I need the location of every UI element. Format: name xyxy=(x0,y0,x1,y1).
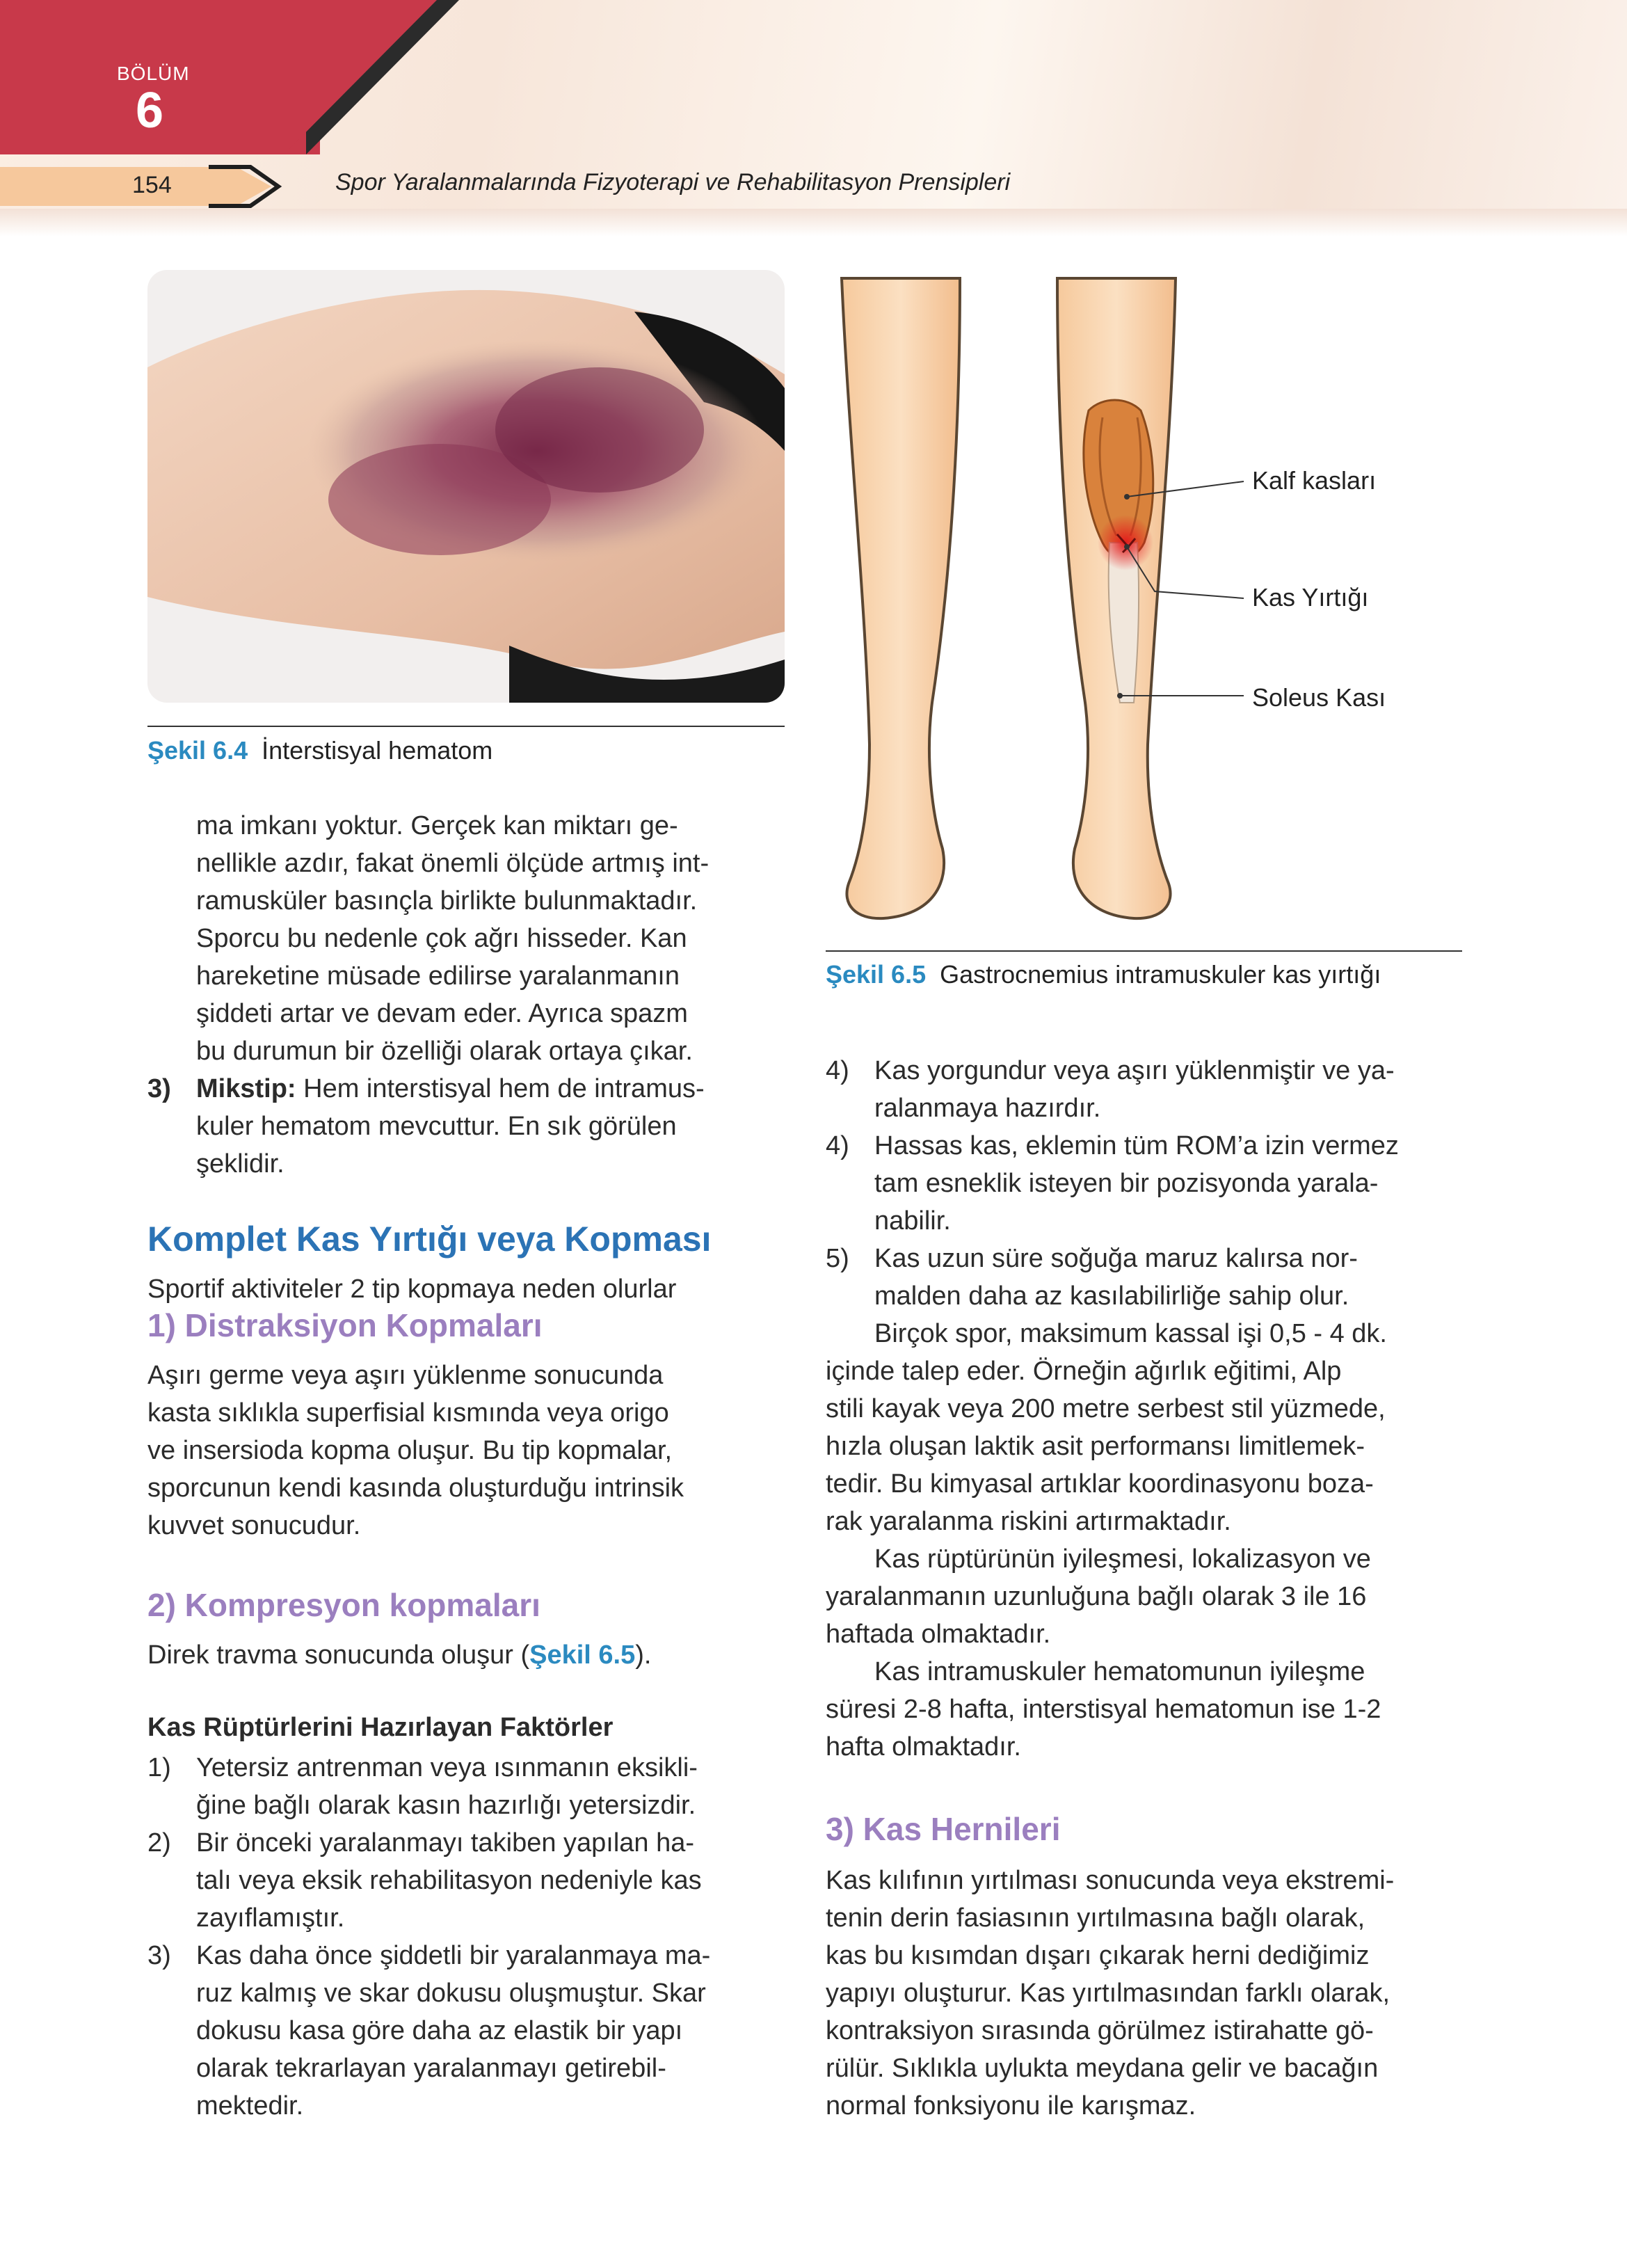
figure-title: İnterstisyal hematom xyxy=(262,736,493,765)
figure-6-5-rule xyxy=(826,950,1462,952)
chapter-label: BÖLÜM xyxy=(117,63,190,84)
label-muscle-tear: Kas Yırtığı xyxy=(1252,583,1369,612)
text-line: zayıflamıştır. xyxy=(196,1903,345,1933)
figure-6-4-caption xyxy=(147,736,492,765)
list-marker: 2) xyxy=(147,1828,171,1858)
text-line: Birçok spor, maksimum kassal işi 0,5 - 4 dk. xyxy=(874,1319,1387,1348)
text-line: hızla oluşan laktik asit performansı limitlemek- xyxy=(826,1432,1365,1461)
list-marker: 4) xyxy=(826,1131,849,1160)
text-line: ramusküler basınçla birlikte bulunmaktadır. xyxy=(196,886,698,916)
text-line: Kas intramuskuler hematomunun iyileşme xyxy=(874,1657,1365,1686)
text-line: Kas rüptürünün iyileşmesi, lokalizasyon ve xyxy=(874,1544,1371,1574)
text-line: stili kayak veya 200 metre serbest stil yüzmede, xyxy=(826,1394,1386,1423)
text-line: kuvvet sonucudur. xyxy=(147,1511,361,1540)
text-line: talı veya eksik rehabilitasyon nedeniyle kas xyxy=(196,1866,702,1895)
text-line: ruz kalmış ve skar dokusu oluşmuştur. Skar xyxy=(196,1979,706,2008)
text-line: rak yaralanma riskini artırmaktadır. xyxy=(826,1507,1231,1536)
text-line: ğine bağlı olarak kasın hazırlığı yetersizdir. xyxy=(196,1791,696,1820)
header-shadow xyxy=(0,209,1627,237)
factors-heading: Kas Rüptürlerini Hazırlayan Faktörler xyxy=(147,1713,614,1742)
page-tab-arrow-outline xyxy=(209,164,285,209)
figure-reference-link[interactable]: Şekil 6.5 xyxy=(529,1640,636,1670)
text-line: malden daha az kasılabilirliğe sahip olur. xyxy=(874,1281,1349,1311)
text-line: Yetersiz antrenman veya ısınmanın eksikli- xyxy=(196,1753,698,1782)
section-heading: Komplet Kas Yırtığı veya Kopması xyxy=(147,1220,712,1259)
text-line: dokusu kasa göre daha az elastik bir yapı xyxy=(196,2016,683,2045)
label-calf-muscles: Kalf kasları xyxy=(1252,466,1377,495)
text-line: içinde talep eder. Örneğin ağırlık eğitimi, Alp xyxy=(826,1357,1342,1386)
text-line: şiddeti artar ve devam eder. Ayrıca spazm xyxy=(196,999,688,1028)
text-line: nabilir. xyxy=(874,1206,951,1236)
text-line: süresi 2-8 hafta, interstisyal hematomun ise 1-2 xyxy=(826,1695,1381,1724)
section-intro: Sportif aktiviteler 2 tip kopmaya neden olurlar xyxy=(147,1275,677,1304)
chapter-number: 6 xyxy=(136,83,164,138)
text-line: Kas kılıfının yırtılması sonucunda veya ekstremi- xyxy=(826,1866,1395,1895)
text-line: kuler hematom mevcuttur. En sık görülen xyxy=(196,1112,677,1141)
text-line: tenin derin fasiasının yırtılmasına bağlı olarak, xyxy=(826,1903,1365,1933)
figure-number: Şekil 6.5 xyxy=(826,960,927,989)
page-number-tab xyxy=(0,167,237,206)
text-line: mektedir. xyxy=(196,2091,304,2121)
label-soleus: Soleus Kası xyxy=(1252,683,1386,712)
list-marker: 4) xyxy=(826,1056,849,1085)
text-line: normal fonksiyonu ile karışmaz. xyxy=(826,2091,1196,2121)
sentence-text: Direk travma sonucunda oluşur ( xyxy=(147,1640,530,1670)
text-line: Aşırı germe veya aşırı yüklenme sonucunda xyxy=(147,1361,664,1390)
text-line: sporcunun kendi kasında oluşturduğu intrinsik xyxy=(147,1474,684,1503)
figure-6-4-rule xyxy=(147,726,785,727)
text-line: Kas daha önce şiddetli bir yaralanmaya ma- xyxy=(196,1941,711,1970)
chapter-tab-edge xyxy=(284,0,437,154)
text-line: ralanmaya hazırdır. xyxy=(874,1094,1101,1123)
text-line: kas bu kısımdan dışarı çıkarak herni dediğimiz xyxy=(826,1941,1370,1970)
text-line: olarak tekrarlayan yaralanmayı getirebil- xyxy=(196,2054,666,2083)
text-line: nellikle azdır, fakat önemli ölçüde artmış int- xyxy=(196,849,710,878)
text-line xyxy=(196,1070,705,1108)
page-number: 154 xyxy=(132,172,172,198)
list-marker: 3) xyxy=(147,1074,171,1103)
text-line: şeklidir. xyxy=(196,1149,284,1179)
text-line: bu durumun bir özelliği olarak ortaya çıkar. xyxy=(196,1037,693,1066)
text-line: haftada olmaktadır. xyxy=(826,1620,1051,1649)
leg-illustration xyxy=(828,271,1523,939)
list-marker: 1) xyxy=(147,1753,171,1782)
compression-sentence xyxy=(147,1636,651,1674)
figure-6-5-caption xyxy=(826,960,1381,989)
text-line: yapıyı oluşturur. Kas yırtılmasından farklı olarak, xyxy=(826,1979,1390,2008)
text-line: yaralanmanın uzunluğuna bağlı olarak 3 ile 16 xyxy=(826,1582,1367,1611)
hematoma-photo xyxy=(147,270,785,703)
text-line: rülür. Sıklıkla uylukta meydana gelir ve bacağın xyxy=(826,2054,1379,2083)
text-line: kasta sıklıkla superfisial kısmında veya origo xyxy=(147,1398,669,1428)
figure-number: Şekil 6.4 xyxy=(147,736,248,765)
term: Mikstip: xyxy=(196,1074,296,1103)
text-line: ve insersioda kopma oluşur. Bu tip kopmalar, xyxy=(147,1436,673,1465)
text-line: Hassas kas, eklemin tüm ROM’a izin vermez xyxy=(874,1131,1399,1160)
text-line: kontraksiyon sırasında görülmez istirahatte gö- xyxy=(826,2016,1374,2045)
text-line: Kas uzun süre soğuğa maruz kalırsa nor- xyxy=(874,1244,1358,1273)
text-line: ma imkanı yoktur. Gerçek kan miktarı ge- xyxy=(196,811,678,840)
subheading-hernia: 3) Kas Hernileri xyxy=(826,1811,1061,1847)
text-line: Sporcu bu nedenle çok ağrı hisseder. Kan xyxy=(196,924,687,953)
subheading-compression: 2) Kompresyon kopmaları xyxy=(147,1587,540,1623)
subheading-distraction: 1) Distraksiyon Kopmaları xyxy=(147,1307,543,1343)
text-line: tam esneklik isteyen bir pozisyonda yarala- xyxy=(874,1169,1379,1198)
text-line-rest: Hem interstisyal hem de intramus- xyxy=(303,1074,705,1103)
text-line: hareketine müsade edilirse yaralanmanın xyxy=(196,961,680,991)
running-title: Spor Yaralanmalarında Fizyoterapi ve Rehabilitasyon Prensipleri xyxy=(335,169,1011,195)
figure-title: Gastrocnemius intramuskuler kas yırtığı xyxy=(940,960,1381,989)
text-line: hafta olmaktadır. xyxy=(826,1732,1021,1762)
list-marker: 5) xyxy=(826,1244,849,1273)
text-line: Kas yorgundur veya aşırı yüklenmiştir ve ya- xyxy=(874,1056,1395,1085)
text-line: Bir önceki yaralanmayı takiben yapılan ha- xyxy=(196,1828,695,1858)
list-marker: 3) xyxy=(147,1941,171,1970)
sentence-end: ). xyxy=(635,1640,652,1670)
text-line: tedir. Bu kimyasal artıklar koordinasyonu boza- xyxy=(826,1469,1374,1499)
